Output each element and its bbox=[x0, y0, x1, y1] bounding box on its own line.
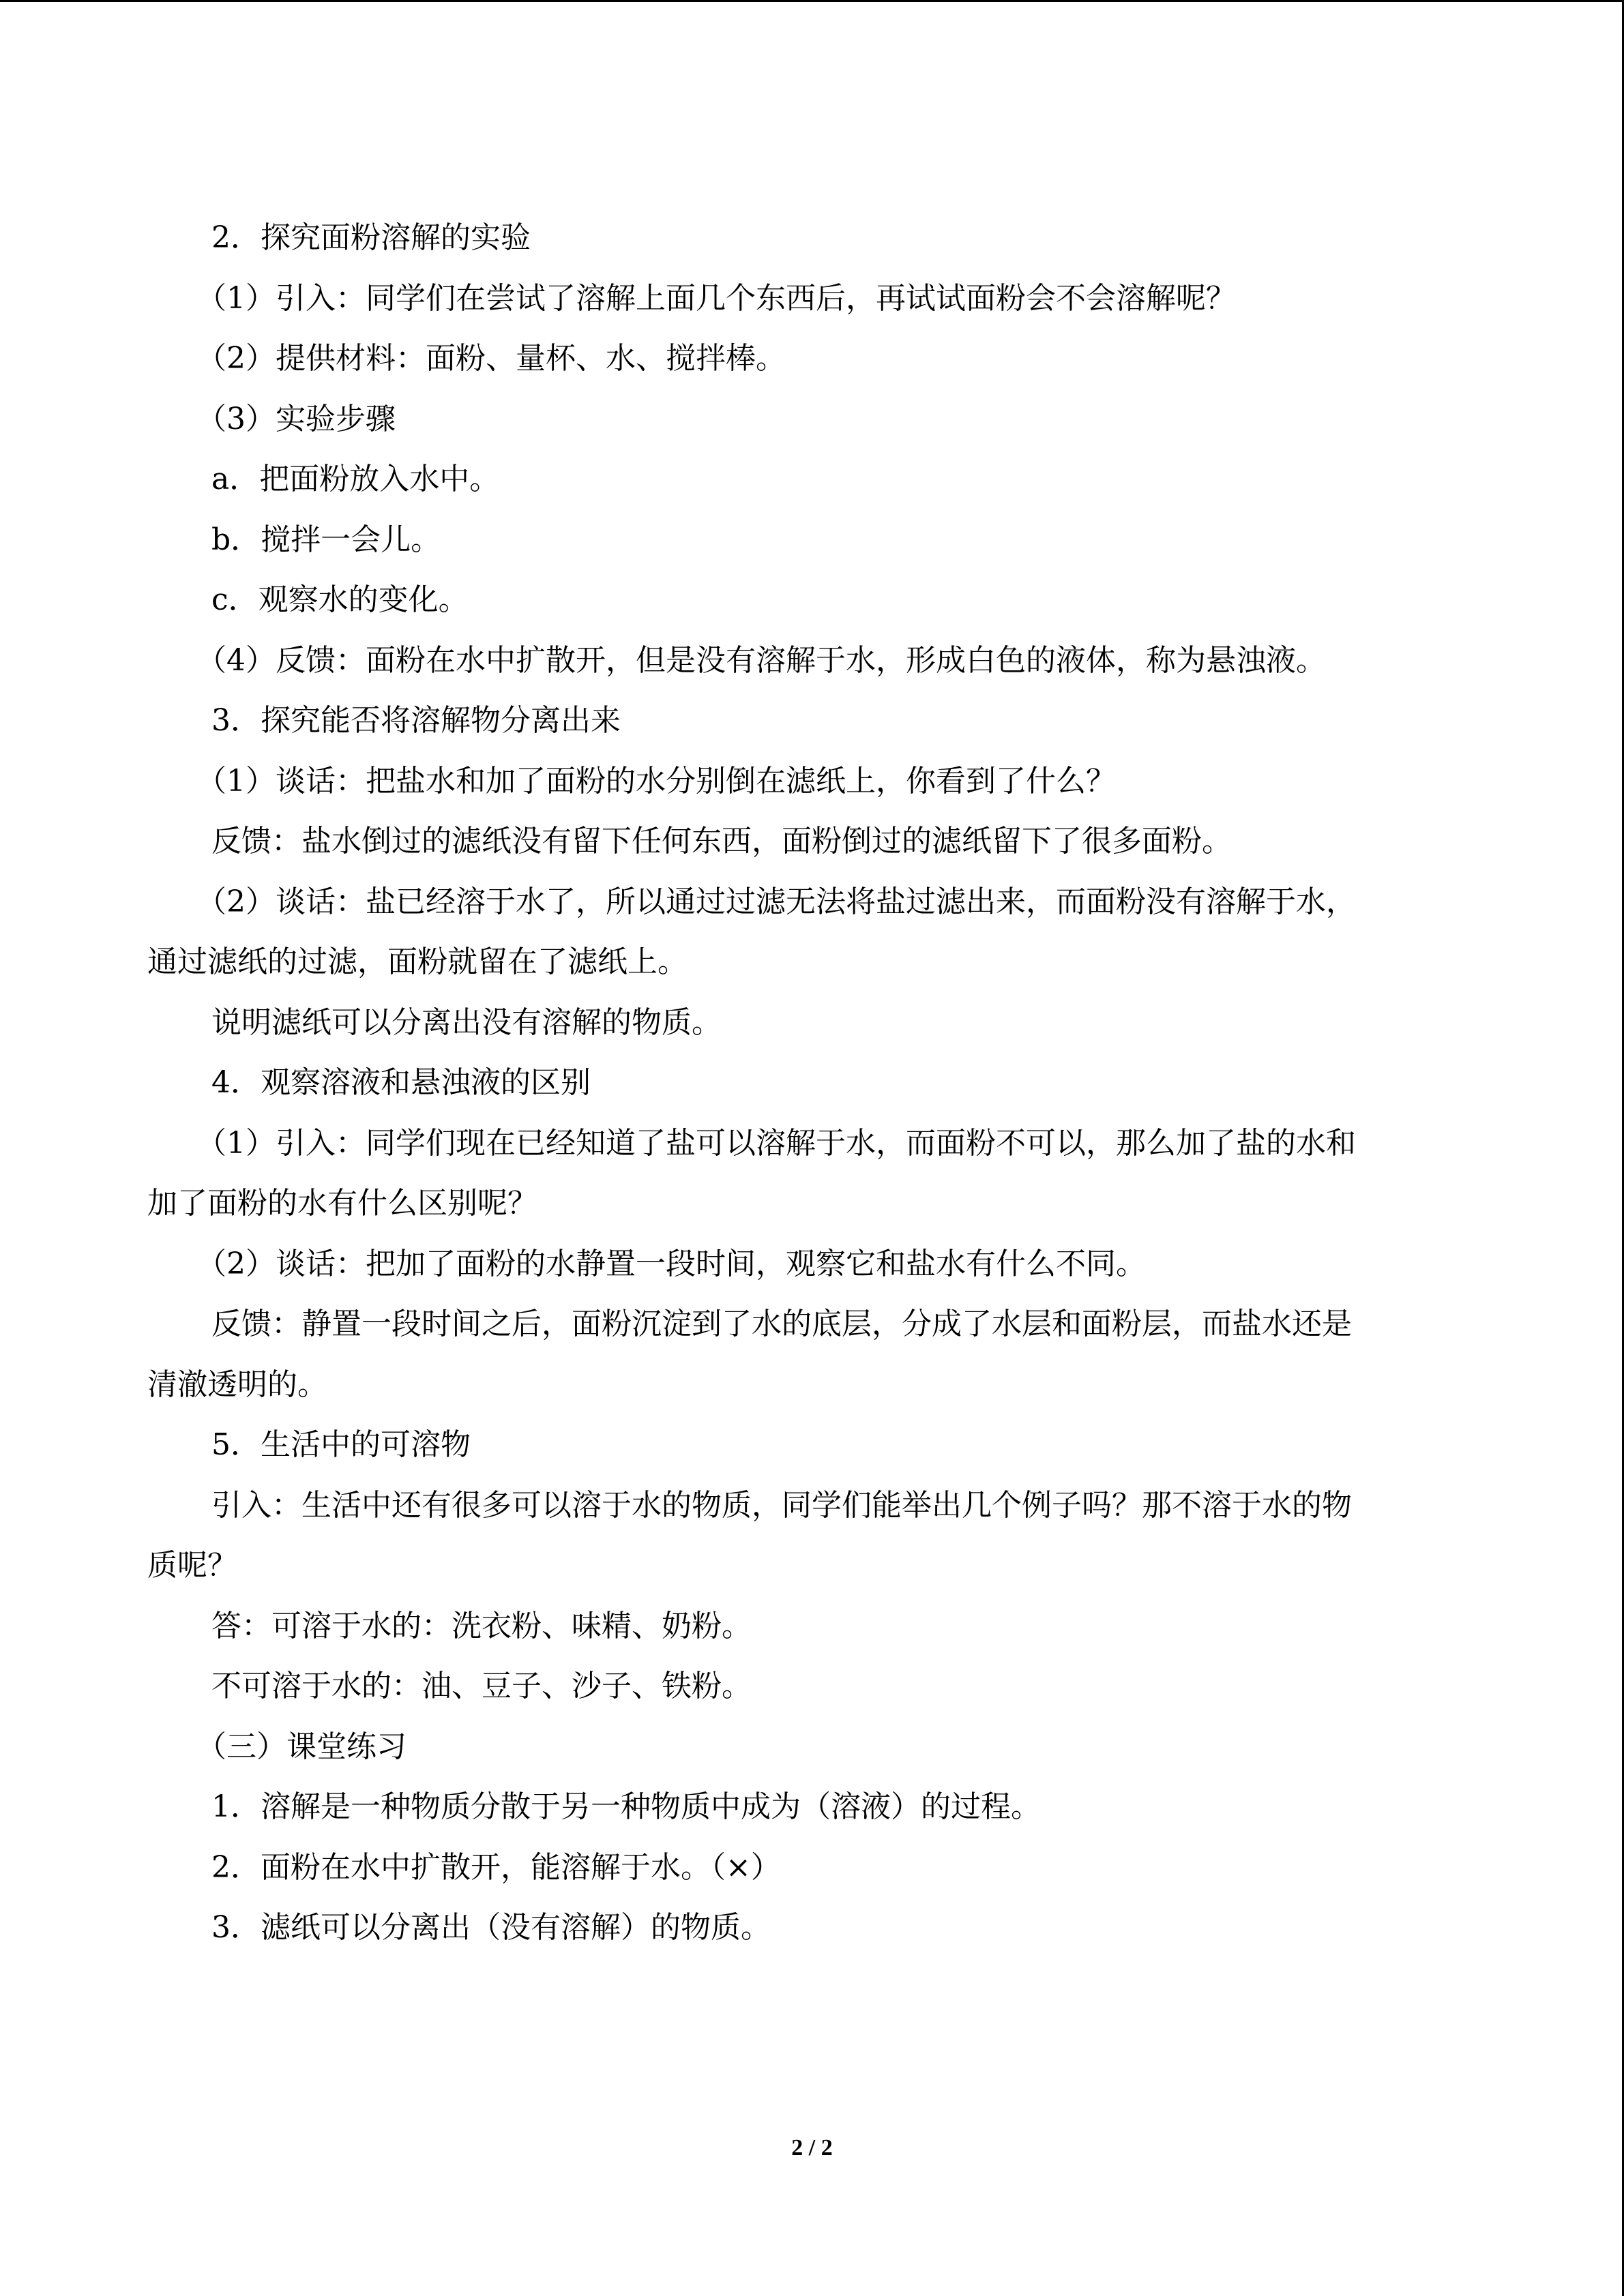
paragraph-line: （4）反馈：面粉在水中扩散开，但是没有溶解于水，形成白色的液体，称为悬浊液。 bbox=[196, 642, 1326, 678]
paragraph-line: c．观察水的变化。 bbox=[211, 582, 469, 617]
paragraph-line: 说明滤纸可以分离出没有溶解的物质。 bbox=[211, 1004, 722, 1040]
paragraph-line: （2）谈话：盐已经溶于水了，所以通过过滤无法将盐过滤出来，而面粉没有溶解于水， bbox=[196, 884, 1356, 919]
paragraph-line: 质呢？ bbox=[147, 1548, 237, 1583]
section-heading: 2．探究面粉溶解的实验 bbox=[211, 220, 531, 255]
section-heading: 4．观察溶液和悬浊液的区别 bbox=[211, 1065, 591, 1100]
section-heading: （三）课堂练习 bbox=[196, 1729, 407, 1764]
paragraph-line: 不可溶于水的：油、豆子、沙子、铁粉。 bbox=[211, 1669, 752, 1703]
document-body bbox=[147, 208, 1484, 1958]
paragraph-line: （1）引入：同学们现在已经知道了盐可以溶解于水，而面粉不可以，那么加了盐的水和 bbox=[196, 1125, 1356, 1161]
page-number: 2 / 2 bbox=[791, 2135, 833, 2160]
paragraph-line: 答：可溶于水的：洗衣粉、味精、奶粉。 bbox=[211, 1608, 752, 1643]
exercise-item: 1．溶解是一种物质分散于另一种物质中成为（溶液）的过程。 bbox=[211, 1789, 1041, 1824]
exercise-item: 2．面粉在水中扩散开，能溶解于水。（×） bbox=[211, 1849, 781, 1885]
section-heading: 5．生活中的可溶物 bbox=[211, 1427, 471, 1462]
paragraph-line: 反馈：静置一段时间之后，面粉沉淀到了水的底层，分成了水层和面粉层，而盐水还是 bbox=[211, 1307, 1352, 1341]
paragraph-line: 加了面粉的水有什么区别呢？ bbox=[147, 1186, 537, 1221]
section-heading: 3．探究能否将溶解物分离出来 bbox=[211, 703, 621, 738]
paragraph-line: （1）引入：同学们在尝试了溶解上面几个东西后，再试试面粉会不会溶解呢？ bbox=[196, 280, 1236, 316]
paragraph-line: 反馈：盐水倒过的滤纸没有留下任何东西，面粉倒过的滤纸留下了很多面粉。 bbox=[211, 824, 1232, 859]
paragraph-line: 通过滤纸的过滤，面粉就留在了滤纸上。 bbox=[147, 944, 688, 979]
paragraph-line: 引入：生活中还有很多可以溶于水的物质，同学们能举出几个例子吗？那不溶于水的物 bbox=[211, 1487, 1352, 1523]
paragraph-line: a．把面粉放入水中。 bbox=[211, 462, 500, 496]
paragraph-line: （3）实验步骤 bbox=[196, 401, 396, 436]
paragraph-line: 清澈透明的。 bbox=[147, 1367, 327, 1402]
paragraph-line: （2）谈话：把加了面粉的水静置一段时间，观察它和盐水有什么不同。 bbox=[196, 1246, 1146, 1281]
paragraph-line: b．搅拌一会儿。 bbox=[211, 522, 441, 557]
paragraph-line: （1）谈话：把盐水和加了面粉的水分别倒在滤纸上，你看到了什么？ bbox=[196, 763, 1116, 799]
paragraph-line: （2）提供材料：面粉、量杯、水、搅拌棒。 bbox=[196, 341, 786, 376]
exercise-item: 3．滤纸可以分离出（没有溶解）的物质。 bbox=[211, 1910, 771, 1945]
